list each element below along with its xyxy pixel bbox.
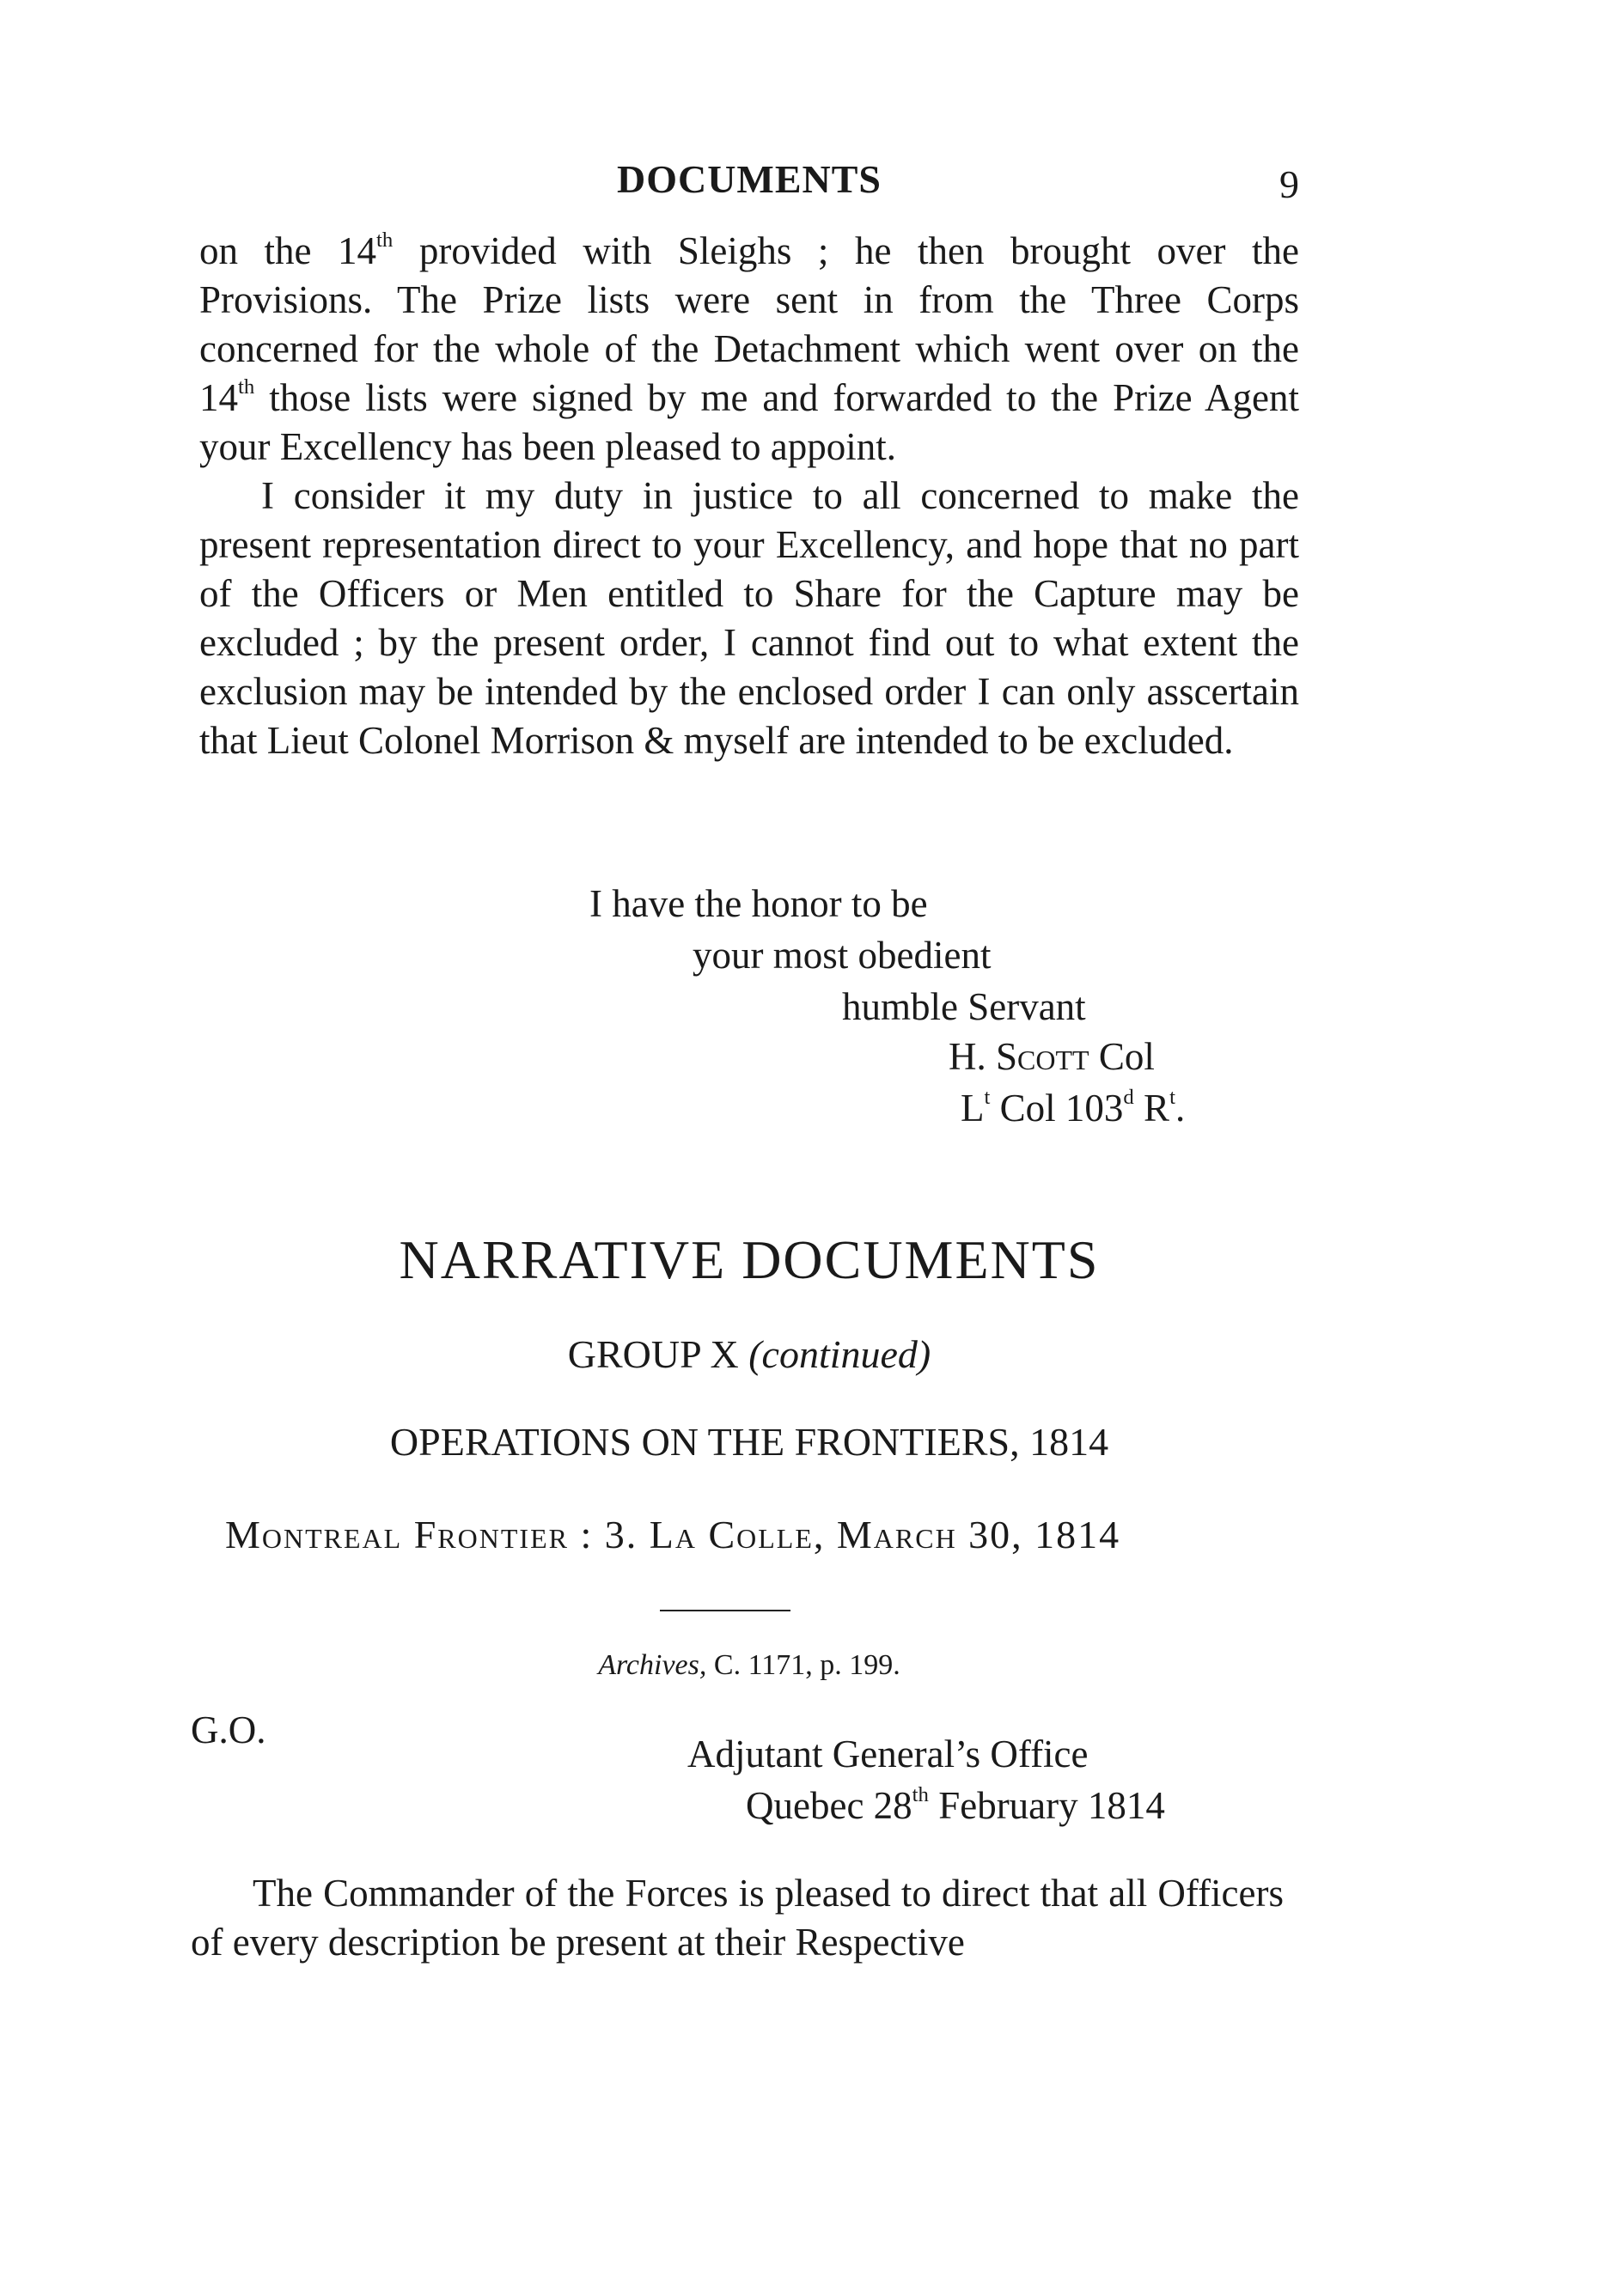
text-run: those lists were signed by me and forwarded to the Prize Agent your Excellency has been pleased to appoint. [199, 376, 1299, 468]
order-paragraph: The Commander of the Forces is pleased to direct that all Officers of every description be present at their Respective [191, 1872, 1284, 1964]
superscript: th [376, 228, 394, 253]
superscript: th [238, 375, 255, 399]
general-order-label: G.O. [191, 1708, 266, 1751]
letter-paragraph-2: I consider it my duty in justice to all concerned to make the present representation direct to your Excellency, and hope that no part of the Officers or Men entitled to Share for the Capture may be excluded ; by the present order, I cannot find out to what extent the exclusion may be intended by the enclosed order I can only asscertain that Lieut Colonel Morrison & myself are intended to be excluded. [199, 474, 1299, 762]
order-office: Adjutant General’s Office [687, 1733, 1089, 1775]
letter-body [199, 227, 1299, 765]
text-run: Quebec 28 [746, 1784, 912, 1827]
source-archives: Archives, [598, 1649, 707, 1681]
source-citation [199, 1649, 1299, 1682]
source-ref: C. 1171, p. 199. [706, 1649, 900, 1681]
divider-rule [660, 1610, 790, 1611]
signature-rank: Col [1089, 1035, 1155, 1078]
closing-line-2: your most obedient [693, 934, 992, 977]
superscript: d [1123, 1086, 1134, 1110]
text-run: provided with Sleighs ; he then brought over the Provisions. The Prize lists were sent in from the Three Corps concerned for the whole of the Detachment which went over on the 14 [199, 229, 1299, 419]
text-run: L [961, 1087, 985, 1130]
group-heading [199, 1331, 1299, 1377]
superscript: th [912, 1783, 929, 1807]
signature-initial: H. [949, 1035, 996, 1078]
page-number: 9 [1279, 162, 1299, 206]
superscript: t [1169, 1086, 1175, 1110]
text-run: Col 103 [990, 1087, 1124, 1130]
page-header [199, 156, 1299, 208]
text-run: . [1175, 1087, 1186, 1130]
closing-line-3: humble Servant [842, 985, 1086, 1028]
text-run: R [1133, 1087, 1170, 1130]
order-place-date [746, 1783, 1165, 1828]
frontier-heading: Montreal Frontier : 3. La Colle, March 30, 1814 [225, 1513, 1121, 1556]
closing-line-1: I have the honor to be [589, 882, 928, 925]
text-run: February 1814 [928, 1784, 1165, 1827]
signature-name: Scott [996, 1035, 1089, 1078]
signature [949, 1032, 1155, 1081]
order-body [191, 1869, 1284, 1967]
operations-heading: OPERATIONS ON THE FRONTIERS, 1814 [389, 1420, 1109, 1464]
signature-title [961, 1084, 1185, 1133]
group-continued: (continued) [748, 1332, 931, 1376]
letter-paragraph-1 [199, 227, 1299, 472]
group-label: GROUP X [567, 1332, 749, 1376]
text-run: on the 14 [199, 229, 377, 272]
running-head: DOCUMENTS [616, 157, 882, 201]
section-title: NARRATIVE DOCUMENTS [399, 1229, 1100, 1290]
superscript: t [984, 1086, 991, 1110]
